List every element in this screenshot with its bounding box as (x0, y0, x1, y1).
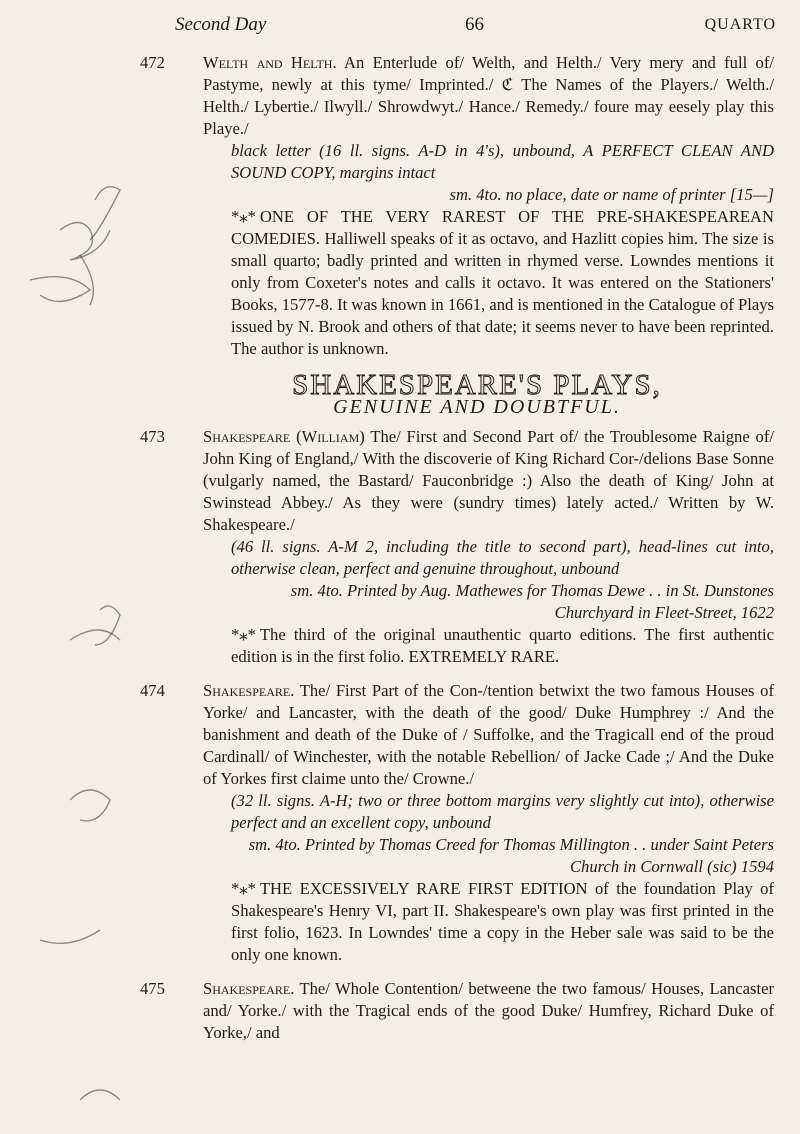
section-subheading: GENUINE AND DOUBTFUL. (333, 396, 621, 418)
lot-473 (140, 426, 774, 668)
lot-title: Welth and Helth. (203, 53, 337, 72)
lot-body: The/ Whole Contention/ betweene the two famous/ Houses, Lancaster and/ Yorke./ with the Tragical ends of the good Duke/ Humfrey, Richard Duke of Yorke,/ and (203, 979, 774, 1042)
lot-body: The/ First and Second Part of/ the Troublesome Raigne of/ John King of England,/ With the discoverie of King Richard Cor-/delions Base Sonne (vulgarly named, the Bastard/ Fauconbridge :) Also the death of King/ John at Swinstead Abbey./ As they were (sundry times) lately acted./ Written by W. Shakespeare./ (203, 427, 774, 534)
lot-number: 475 (140, 979, 165, 998)
catalogue-text (140, 52, 774, 1044)
lot-imprint: sm. 4to. Printed by Thomas Creed for Thomas Millington . . under Saint Peters Church in Cornwall (sic) 1594 (248, 835, 774, 876)
handwritten-margin-notes (0, 0, 150, 1134)
lot-collation: (46 ll. signs. A-M 2, including the title to second part), head-lines cut into, otherwise clean, perfect and genuine throughout, unbound (231, 537, 774, 578)
section-heading: SHAKESPEARE'S PLAYS, (292, 369, 662, 401)
lot-title: Shakespeare. (203, 681, 295, 700)
lot-number: 474 (140, 681, 165, 700)
lot-title: Shakespeare. (203, 979, 295, 998)
lot-note-text: ONE OF THE VERY RAREST OF THE PRE-SHAKESPEAREAN COMEDIES. Halliwell speaks of it as octavo, and Hazlitt copies him. The size is small quarto; badly printed and written in rhymed verse. Lowndes mentions it only from Coxeter's notes and calls it octavo. It was entered on the Stationers' Books, 1577-8. It was known in 1661, and is mentioned in the Catalogue of Plays issued by N. Brook and others of that date; it seems never to have been reprinted. The author is unknown. (231, 207, 774, 358)
lot-body: The/ First Part of the Con-/tention betwixt the two famous Houses of Yorke/ and Lancaster, with the death of the good/ Duke Humphrey :/ And the banishment and death of the Duke of / Suffolke, and the Tragicall end of the proud Cardinall/ of Winchester, with the notable Rebellion/ of Jacke Cade ;/ And the Duke of Yorkes first claime unto the/ Crowne./ (203, 681, 774, 788)
header-day: Second Day (175, 14, 267, 35)
lot-collation: (32 ll. signs. A-H; two or three bottom margins very slightly cut into), otherwise perfect and an excellent copy, unbound (231, 791, 774, 832)
lot-474 (140, 680, 774, 966)
lot-note (203, 878, 774, 966)
running-header (175, 14, 776, 44)
lot-note-text: The third of the original unauthentic quarto editions. The first authentic edition is in the first folio. EXTREMELY RARE. (231, 625, 774, 666)
lot-472 (140, 52, 774, 360)
asterism: *⁎* (231, 625, 256, 644)
lot-note (203, 624, 774, 668)
header-format: QUARTO (704, 16, 776, 33)
lot-note-text: THE EXCESSIVELY RARE FIRST EDITION of the foundation Play of Shakespeare's Henry VI, part II. Shakespeare's own play was first printed in the first folio, 1623. In Lowndes' time a copy in the Heber sale was said to be the only one known. (231, 879, 774, 964)
lot-475 (140, 978, 774, 1044)
lot-body: An Enterlude of/ Welth, and Helth./ Very mery and full of/ Pastyme, newly at this tyme/ Imprinted./ ℭ The Names of the Players./ Welth./ Helth./ Lybertie./ Ilwyll./ Shrowdwyt./ Hance./ Remedy./ foure may eesely play this Playe./ (203, 53, 774, 138)
lot-number: 473 (140, 427, 165, 446)
page-number: 66 (465, 14, 484, 35)
lot-collation: black letter (16 ll. signs. A-D in 4's), unbound, A PERFECT CLEAN AND SOUND COPY, margins intact (231, 141, 774, 182)
lot-number: 472 (140, 53, 165, 72)
asterism: *⁎* (231, 879, 256, 898)
lot-note (203, 206, 774, 360)
lot-imprint: sm. 4to. Printed by Aug. Mathewes for Thomas Dewe . . in St. Dunstones Churchyard in Fleet-Street, 1622 (290, 581, 774, 622)
asterism: *⁎* (231, 207, 256, 226)
lot-imprint: sm. 4to. no place, date or name of printer [15—] (449, 185, 774, 204)
lot-title: Shakespeare (William) (203, 427, 365, 446)
